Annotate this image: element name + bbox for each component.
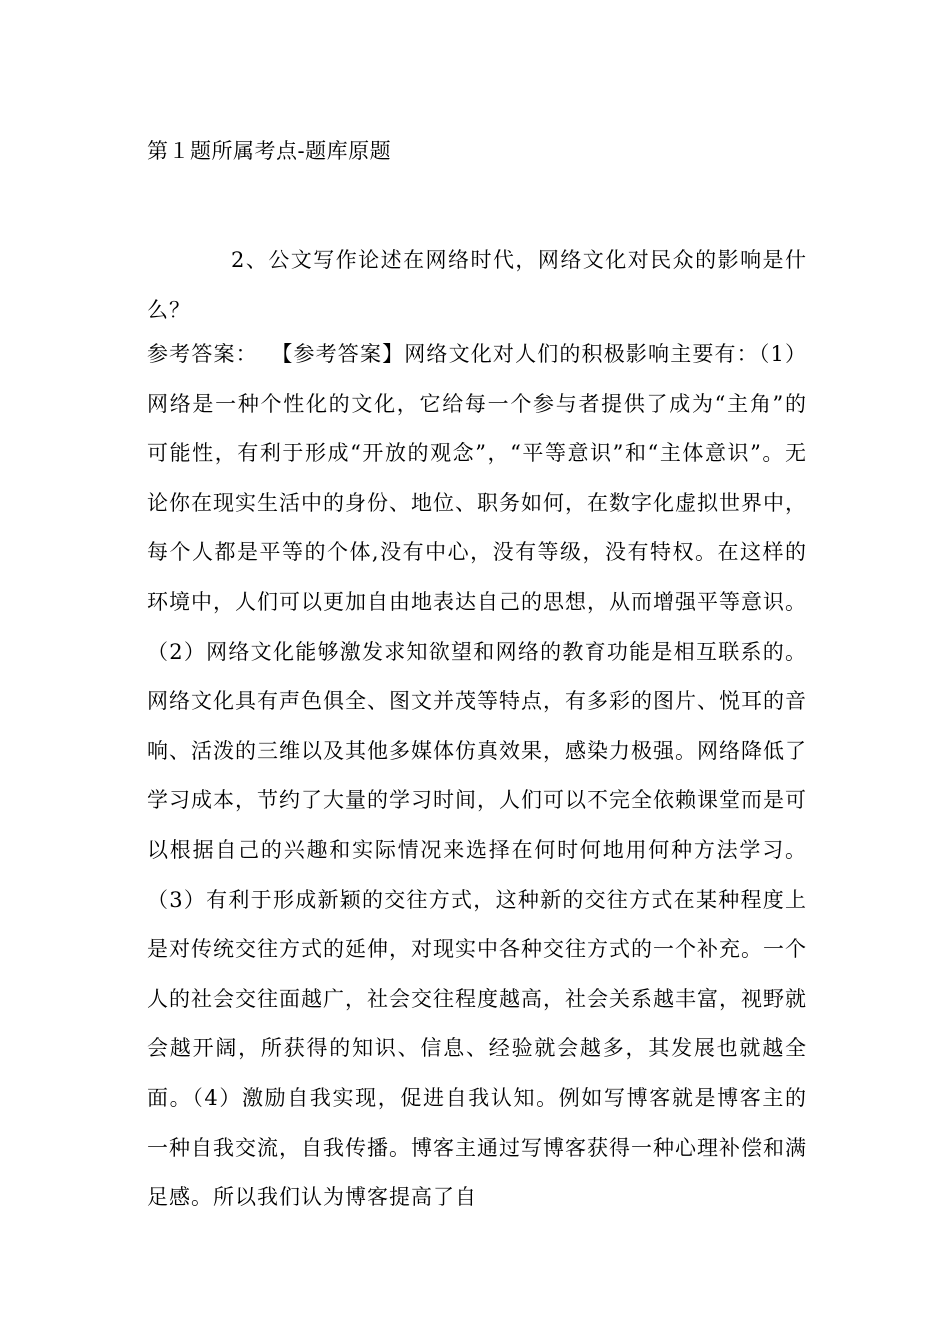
answer-label: 参考答案： (147, 342, 258, 366)
section-label: 第１题所属考点-题库原题 (147, 139, 392, 163)
answer-paragraph (147, 330, 807, 1223)
answer-body: 【参考答案】网络文化对人们的积极影响主要有：（1）网络是一种个性化的文化，它给每一个参与者提供了成为“主角”的可能性，有利于形成“开放的观念”，“平等意识”和“主体意识”。无论你在现实生活中的身份、地位、职务如何，在数字化虚拟世界中，每个人都是平等的个体,没有中心，没有等级，没有特权。在这样的环境中，人们可以更加自由地表达自己的思想，从而增强平等意识。（2）网络文化能够激发求知欲望和网络的教育功能是相互联系的。网络文化具有声色俱全、图文并茂等特点，有多彩的图片、悦耳的音响、活泼的三维以及其他多媒体仿真效果，感染力极强。网络降低了学习成本，节约了大量的学习时间，人们可以不完全依赖课堂而是可以根据自己的兴趣和实际情况来选择在何时何地用何种方法学习。（3）有利于形成新颖的交往方式，这种新的交往方式在某种程度上是对传统交往方式的延伸，对现实中各种交往方式的一个补充。一个人的社会交往面越广，社会交往程度越高，社会关系越丰富，视野就会越开阔，所获得的知识、信息、经验就会越多，其发展也就越全面。（4）激励自我实现，促进自我认知。例如写博客就是博客主的一种自我交流，自我传播。博客主通过写博客获得一种心理补偿和满足感。所以我们认为博客提高了自 (147, 342, 808, 1210)
question-text: 2、公文写作论述在网络时代，网络文化对民众的影响是什么？ (147, 248, 807, 322)
